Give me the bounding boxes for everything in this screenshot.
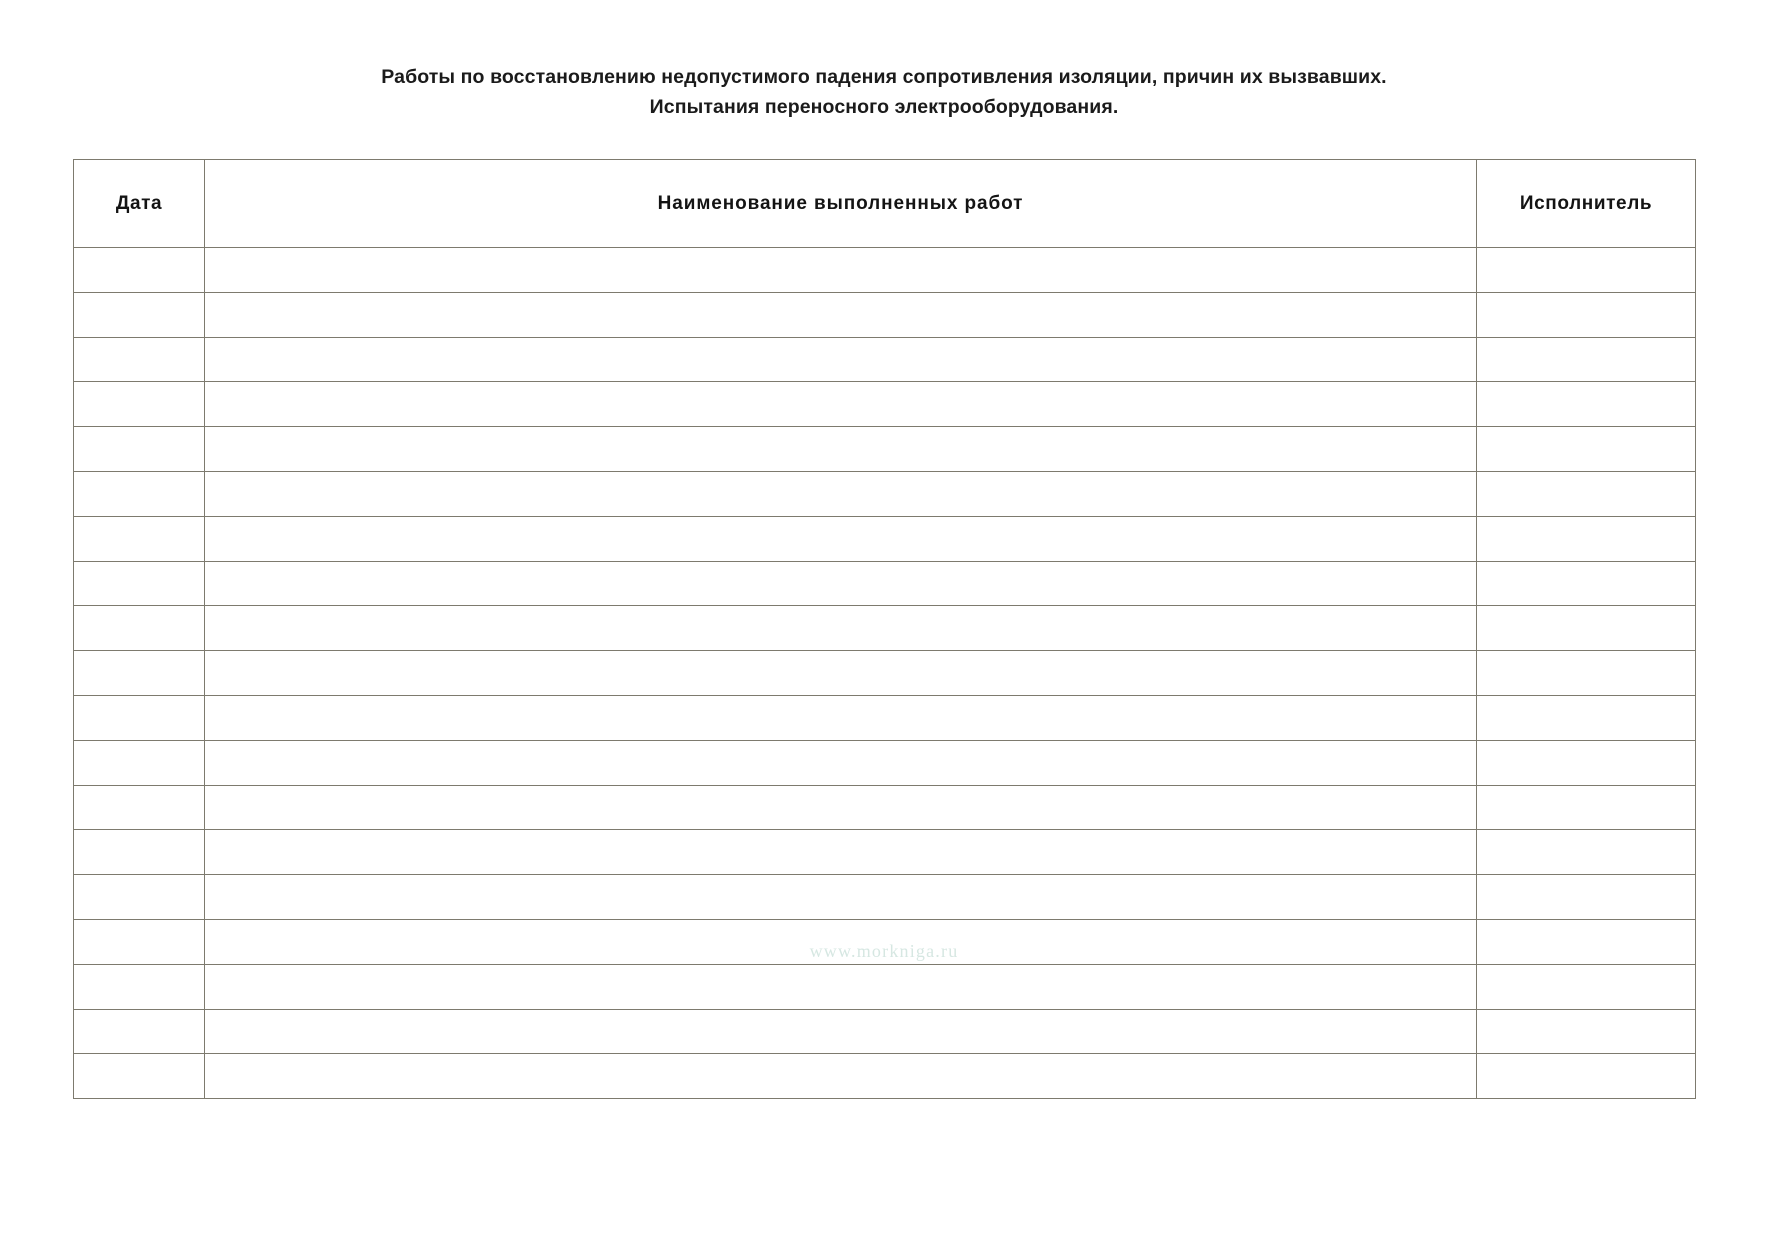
cell-date[interactable] <box>74 695 205 740</box>
cell-date[interactable] <box>74 1009 205 1054</box>
cell-work-name[interactable] <box>205 1054 1477 1099</box>
cell-executor[interactable] <box>1477 695 1696 740</box>
table-row <box>74 1054 1696 1099</box>
table-row <box>74 337 1696 382</box>
cell-date[interactable] <box>74 651 205 696</box>
cell-work-name[interactable] <box>205 606 1477 651</box>
cell-work-name[interactable] <box>205 337 1477 382</box>
cell-executor[interactable] <box>1477 785 1696 830</box>
table-row <box>74 292 1696 337</box>
table-row <box>74 427 1696 472</box>
table-row <box>74 248 1696 293</box>
cell-date[interactable] <box>74 516 205 561</box>
table-row <box>74 830 1696 875</box>
cell-date[interactable] <box>74 248 205 293</box>
cell-executor[interactable] <box>1477 964 1696 1009</box>
table-row <box>74 516 1696 561</box>
cell-work-name[interactable] <box>205 695 1477 740</box>
table-header <box>74 160 1696 248</box>
cell-executor[interactable] <box>1477 516 1696 561</box>
cell-date[interactable] <box>74 606 205 651</box>
cell-work-name[interactable] <box>205 561 1477 606</box>
cell-work-name[interactable] <box>205 875 1477 920</box>
cell-work-name[interactable] <box>205 382 1477 427</box>
cell-executor[interactable] <box>1477 471 1696 516</box>
cell-work-name[interactable] <box>205 516 1477 561</box>
table-row <box>74 964 1696 1009</box>
table-row <box>74 606 1696 651</box>
cell-date[interactable] <box>74 561 205 606</box>
cell-executor[interactable] <box>1477 337 1696 382</box>
page-title <box>0 62 1768 122</box>
cell-work-name[interactable] <box>205 248 1477 293</box>
cell-work-name[interactable] <box>205 919 1477 964</box>
cell-date[interactable] <box>74 292 205 337</box>
table-row <box>74 875 1696 920</box>
cell-date[interactable] <box>74 382 205 427</box>
works-log-table <box>73 159 1696 1099</box>
cell-work-name[interactable] <box>205 427 1477 472</box>
cell-executor[interactable] <box>1477 248 1696 293</box>
table-row <box>74 785 1696 830</box>
page-title-line-2: Испытания переносного электрооборудования. <box>649 96 1119 119</box>
cell-date[interactable] <box>74 875 205 920</box>
cell-executor[interactable] <box>1477 875 1696 920</box>
cell-executor[interactable] <box>1477 1054 1696 1099</box>
page-title-line-1: Работы по восстановлению недопустимого падения сопротивления изоляции, причин их вызвавших. <box>381 66 1387 88</box>
cell-executor[interactable] <box>1477 740 1696 785</box>
cell-executor[interactable] <box>1477 606 1696 651</box>
cell-date[interactable] <box>74 785 205 830</box>
column-header-date: Дата <box>74 160 205 248</box>
table-body <box>74 248 1696 1099</box>
cell-date[interactable] <box>74 919 205 964</box>
table-row <box>74 382 1696 427</box>
cell-executor[interactable] <box>1477 427 1696 472</box>
cell-date[interactable] <box>74 427 205 472</box>
cell-date[interactable] <box>74 830 205 875</box>
watermark: www.morkniga.ru <box>809 941 959 961</box>
cell-executor[interactable] <box>1477 1009 1696 1054</box>
cell-work-name[interactable] <box>205 471 1477 516</box>
cell-executor[interactable] <box>1477 561 1696 606</box>
table-row <box>74 695 1696 740</box>
column-header-work-name: Наименование выполненных работ <box>205 160 1477 248</box>
cell-work-name[interactable] <box>205 292 1477 337</box>
cell-executor[interactable] <box>1477 651 1696 696</box>
cell-work-name[interactable] <box>205 830 1477 875</box>
column-header-executor: Исполнитель <box>1477 160 1696 248</box>
cell-date[interactable] <box>74 337 205 382</box>
cell-executor[interactable] <box>1477 830 1696 875</box>
cell-executor[interactable] <box>1477 382 1696 427</box>
cell-date[interactable] <box>74 964 205 1009</box>
cell-executor[interactable] <box>1477 292 1696 337</box>
cell-work-name[interactable] <box>205 964 1477 1009</box>
cell-work-name[interactable] <box>205 1009 1477 1054</box>
cell-date[interactable] <box>74 1054 205 1099</box>
cell-date[interactable] <box>74 471 205 516</box>
cell-work-name[interactable] <box>205 651 1477 696</box>
table-row <box>74 919 1696 964</box>
table-row <box>74 740 1696 785</box>
cell-work-name[interactable] <box>205 785 1477 830</box>
cell-executor[interactable] <box>1477 919 1696 964</box>
cell-date[interactable] <box>74 740 205 785</box>
cell-work-name[interactable] <box>205 740 1477 785</box>
table-header-row <box>74 160 1696 248</box>
table-row <box>74 471 1696 516</box>
table-row <box>74 1009 1696 1054</box>
table-row <box>74 561 1696 606</box>
table-row <box>74 651 1696 696</box>
